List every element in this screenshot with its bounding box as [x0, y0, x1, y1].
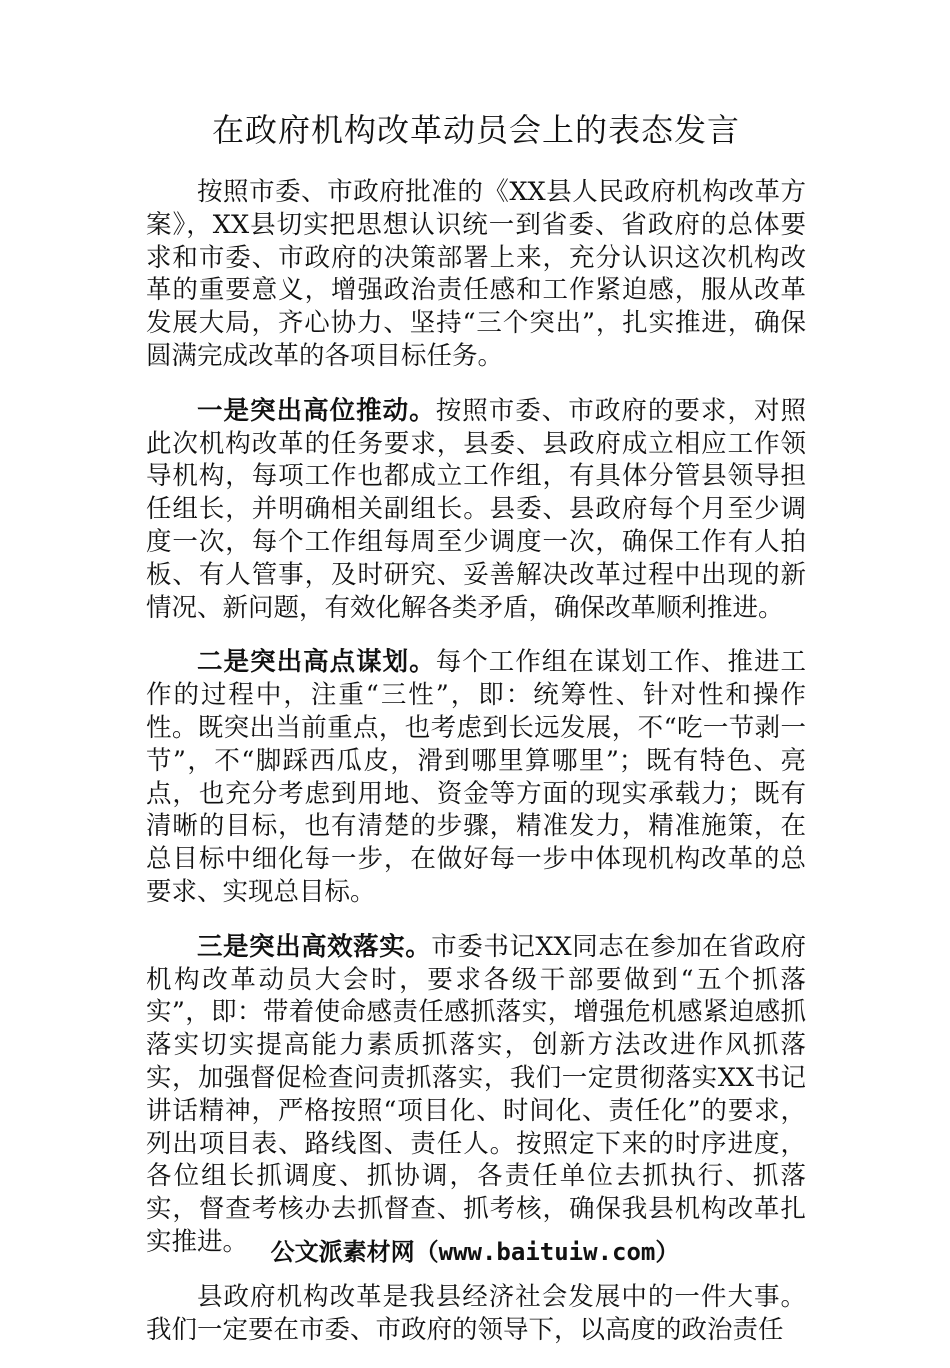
point-paragraph-1	[146, 395, 806, 625]
point-lead-1: 一是突出高位推动。	[197, 395, 436, 426]
point-body-1: 按照市委、市政府的要求，对照此次机构改革的任务要求，县委、县政府成立相应工作领导机构，每项工作也都成立工作组，有具体分管县领导担任组长，并明确相关副组长。县委、县政府每个月至少调度一次，每个工作组每周至少调度一次，确保工作有人拍板、有人管事，及时研究、妥善解决改革过程中出现的新情况、新问题，有效化解各类矛盾，确保改革顺利推进。	[146, 395, 806, 623]
footer-label: 公文派素材网（	[270, 1238, 439, 1266]
point-paragraph-3	[146, 931, 806, 1259]
closing-paragraph: 县政府机构改革是我县经济社会发展中的一件大事。我们一定要在市委、市政府的领导下，以高度的政治责任	[146, 1281, 806, 1345]
point-body-2: 每个工作组在谋划工作、推进工作的过程中，注重“三性”，即：统筹性、针对性和操作性。既突出当前重点，也考虑到长远发展，不“吃一节剥一节”，不“脚踩西瓜皮，滑到哪里算哪里”；既有特色、亮点，也充分考虑到用地、资金等方面的现实承载力；既有清晰的目标，也有清楚的步骤，精准发力，精准施策，在总目标中细化每一步，在做好每一步中体现机构改革的总要求、实现总目标。	[146, 647, 806, 907]
footer-url: www.baituiw.com	[438, 1238, 656, 1266]
point-lead-3: 三是突出高效落实。	[197, 931, 432, 962]
footer-watermark	[0, 1236, 950, 1268]
footer-suffix: ）	[655, 1238, 680, 1266]
document-title: 在政府机构改革动员会上的表态发言	[211, 111, 740, 149]
point-lead-2: 二是突出高点谋划。	[197, 647, 436, 678]
point-body-3: 市委书记XX同志在参加在省政府机构改革动员大会时，要求各级干部要做到“五个抓落实”，即：带着使命感责任感抓落实，增强危机感紧迫感抓落实切实提高能力素质抓落实，创新方法改进作风抓落实，加强督促检查问责抓落实，我们一定贯彻落实XX书记讲话精神，严格按照“项目化、时间化、责任化”的要求，列出项目表、路线图、责任人。按照定下来的时序进度，各位组长抓调度、抓协调，各责任单位去抓执行、抓落实，督查考核办去抓督查、抓考核，确保我县机构改革扎实推进。	[146, 931, 806, 1257]
point-paragraph-2	[146, 646, 806, 908]
intro-paragraph: 按照市委、市政府批准的《XX县人民政府机构改革方案》，XX县切实把思想认识统一到省委、省政府的总体要求和市委、市政府的决策部署上来，充分认识这次机构改革的重要意义，增强政治责任感和工作紧迫感，服从改革发展大局，齐心协力、坚持“三个突出”，扎实推进，确保圆满完成改革的各项目标任务。	[146, 177, 806, 371]
document-page	[146, 108, 806, 1368]
